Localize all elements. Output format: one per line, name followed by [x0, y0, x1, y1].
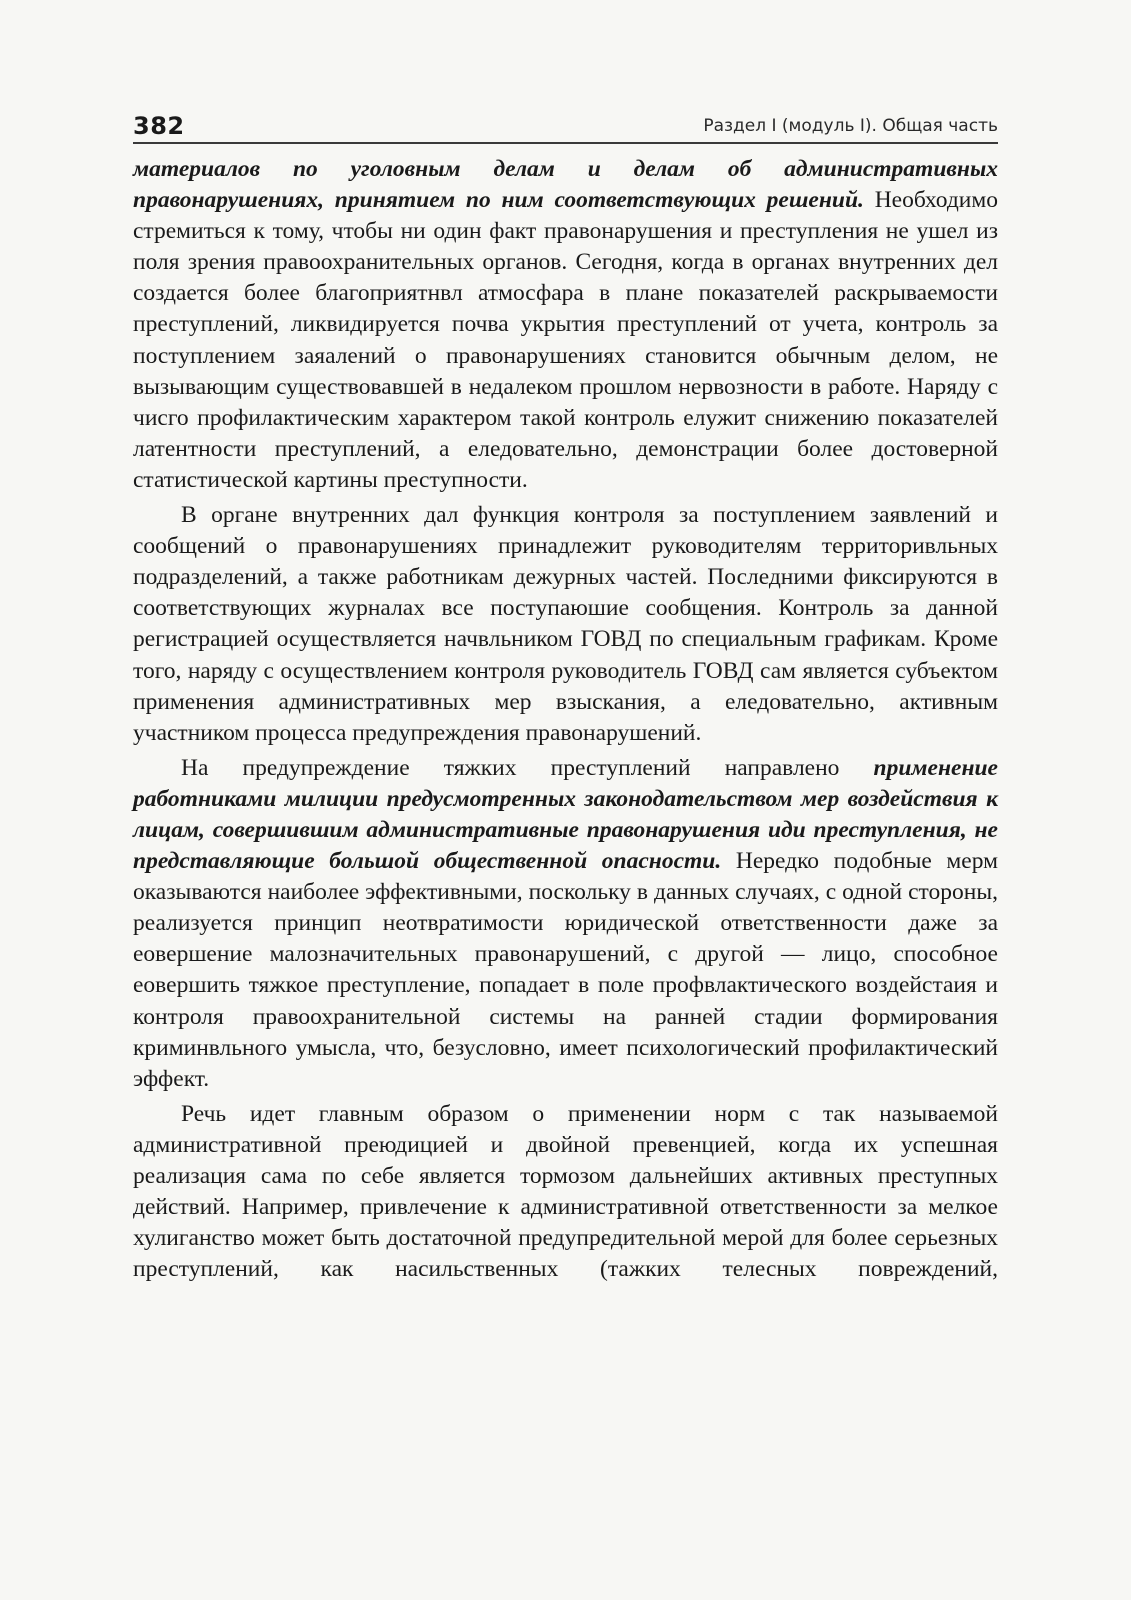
paragraph-emphasis: материалов по уголовным делам и делам об административных правонарушениях, принятием по ним соответствующих решений.	[133, 156, 998, 214]
paragraph-text: В органе внутренних дал функция контроля за поступлением заявлений и сообщений о правонарушениях принадлежит руководителям территоривльных подразделений, а также работникам дежурных частей. Последними фиксируются в соответствующих журналах все поступаюшие сообщения. Контроль за данной регистрацией осуществляется начвльником ГОВД по специальным графикам. Кроме того, наряду с осуществлением контроля руководитель ГОВД сам является субъектом применения административных мер взыскания, а еледовательно, активным участником процесса предупреждения правонарушений.	[133, 502, 998, 746]
running-head: Раздел I (модуль I). Общая часть	[703, 116, 998, 136]
paragraph	[133, 500, 998, 749]
paragraph-lead: На предупреждение тяжких преступлений направлено	[181, 754, 874, 781]
paragraph	[133, 753, 998, 1095]
paragraph-continuation	[133, 154, 998, 496]
paragraph	[133, 1099, 998, 1286]
body-text	[133, 154, 998, 1285]
paragraph-text: Нередко подобные мерм оказываются наиболее эффективными, поскольку в данных случаях, с одной стороны, реализуется принцип неотвратимости юридической ответственности даже за еовершение малозначительных правонарушений, с другой — лицо, способное еовершить тяжкое преступление, попадает в поле профвлактического воздейстаия и контроля правоохранительной системы на ранней стадии формирования криминвльного умысла, что, безусловно, имеет психологический профилактический эффект.	[133, 848, 998, 1092]
paragraph-emphasis: применение работниками милиции предусмотренных законодательством мер воздействия к лицам, совершившим административные правонарушения иди преступления, не представляющие большой общественной опасности.	[133, 754, 998, 875]
paragraph-text: Речь идет главным образом о применении норм с так называемой административной преюдицией и двойной превенцией, когда их успешная реализация сама по себе является тормозом дальнейших активных преступных действий. Например, привлечение к административной ответственности за мелкое хулиганство может быть достаточной предупредительной мерой для более серьезных преступлений, как насильственных (тажких телесных повреждений,	[133, 1100, 998, 1283]
paragraph-text: Необходимо стремиться к тому, чтобы ни один факт правонарушения и преступления не ушел из поля зрения правоохранительных органов. Сегодня, когда в органах внутренних дел создается более благоприятнвл атмосфара в плане показателей раскрываемости преступлений, ликвидируется почва укрытия преступлений от учета, контроль за поступлением заяалений о правонарушениях становится обычным делом, не вызывающим существовавшей в недалеком прошлом нервозности в работе. Наряду с чисго профилактическим характером такой контроль елужит снижению показателей латентности преступлений, а еледовательно, демонстрации более достоверной статистической картины преступности.	[133, 187, 999, 493]
header-rule	[133, 142, 998, 144]
page-number: 382	[133, 112, 185, 140]
page-header	[133, 112, 998, 144]
